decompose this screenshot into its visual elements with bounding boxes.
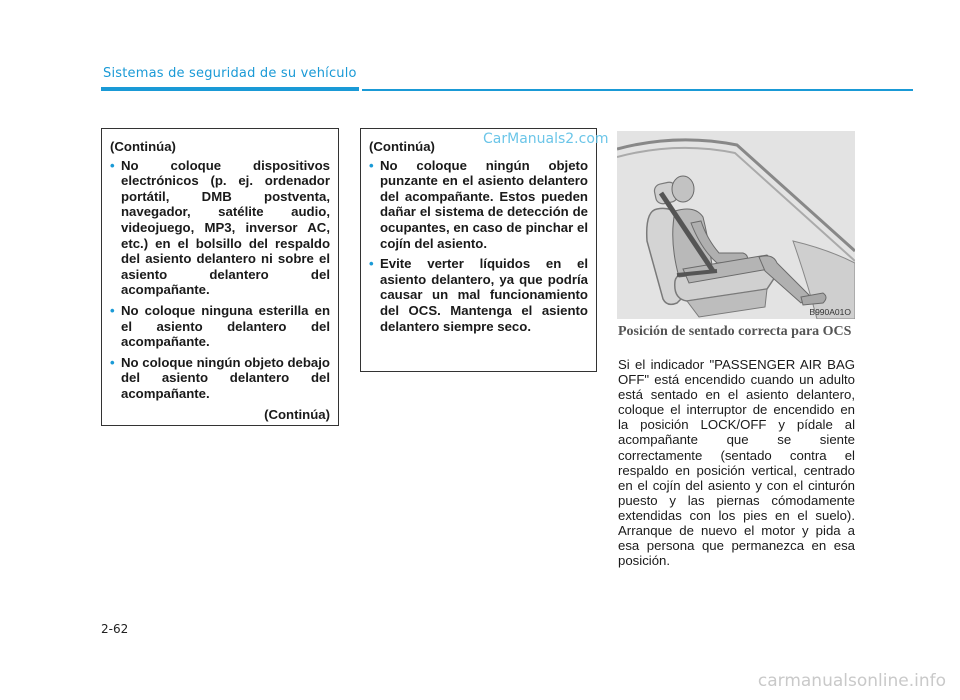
bullet-icon: • [110,302,115,318]
continued-label: (Continúa) [369,139,435,154]
bullet-icon: • [110,157,115,173]
warning-box-left [101,128,339,426]
bullet-icon: • [369,157,374,173]
section-title: Posición de sentado correcta para OCS [618,324,852,339]
list-item: • No coloque ninguna esterilla en el asiento delantero del acompañante. [110,302,330,350]
continued-label: (Continúa) [110,139,176,154]
header-rule-thin [362,89,913,91]
list-item: • Evite verter líquidos en el asiento delantero, ya que podría causar un mal funcionamiento del OCS. Mantenga el asiento delantero siempre seco. [369,256,588,334]
seated-passenger-drawing [617,131,855,319]
section-body: Si el indicador "PASSENGER AIR BAG OFF" está encendido cuando un adulto está sentado en el asiento delantero, coloque el interruptor de encendido en la posición LOCK/OFF y pídale al acompañante que se siente correctamente (sentado contra el respaldo en posición vertical, centrado en el cojín del asiento y con el cinturón puesto y las piernas cómodamente extendidas con los pies en el suelo). Arranque de nuevo el motor y pida a esa persona que permanezca en esa posición. [618,357,855,569]
bullet-icon: • [110,354,115,370]
warning-list [110,158,330,402]
bullet-icon: • [369,256,374,272]
list-item: • No coloque dispositivos electrónicos (p. ej. ordenador portátil, DMB postventa, navegador, satélite audio, videojuego, MP3, inversor AC, etc.) en el bolsillo del respaldo del asiento delantero ni sobre el asiento delantero del acompañante. [110,157,330,298]
list-item: • No coloque ningún objeto punzante en el asiento delantero del acompañante. Estos pueden dañar el sistema de detección de ocupantes, en caso de pinchar el cojín del asiento. [369,157,588,251]
footer-watermark[interactable]: carmanualsonline.info [757,671,946,691]
watermark-link[interactable]: CarManuals2.com [483,131,609,147]
warning-list [369,158,588,335]
list-item: • No coloque ningún objeto debajo del asiento delantero del acompañante. [110,354,330,401]
page-number: 2-62 [101,622,129,636]
seating-position-illustration [617,131,855,319]
section-header-title: Sistemas de seguridad de su vehículo [103,66,357,81]
figure-code: B990A01O [809,307,851,317]
header-rule-thick [101,87,359,91]
warning-box-middle [360,128,597,372]
continued-label-end: (Continúa) [264,406,330,422]
